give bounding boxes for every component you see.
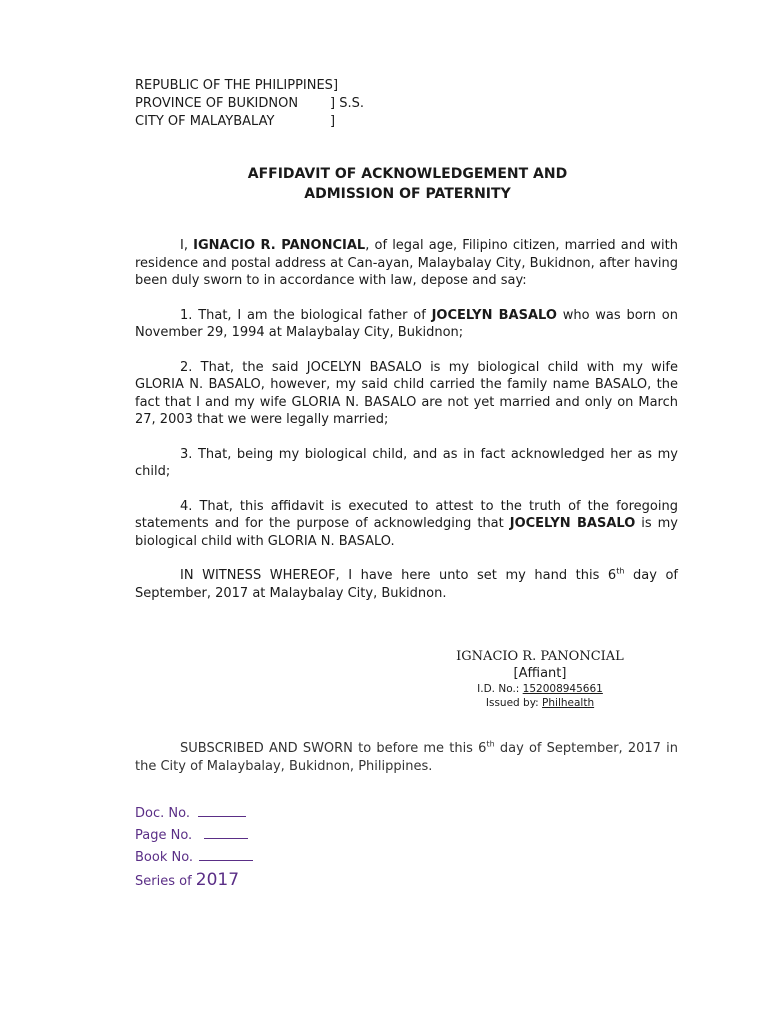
venue-line-republic: REPUBLIC OF THE PHILIPPINES] bbox=[135, 78, 339, 93]
doc-no-blank bbox=[198, 803, 246, 817]
affidavit-body bbox=[135, 237, 678, 619]
page-no-blank bbox=[204, 825, 248, 839]
child-name: JOCELYN BASALO bbox=[509, 516, 636, 531]
id-issuer: Issued by: Philhealth bbox=[485, 697, 595, 709]
doc-no-field: Doc. No. bbox=[135, 803, 253, 825]
paragraph-4: 4. That, this affidavit is executed to attest to the truth of the foregoing statements and for the purpose of acknowledging that JOCELYN BASALO is my biological child with GLORIA N. BASALO. bbox=[135, 498, 678, 549]
signatory-name: IGNACIO R. PANONCIAL bbox=[456, 649, 624, 664]
intro-paragraph: I, IGNACIO R. PANONCIAL, of legal age, Filipino citizen, married and with residence and postal address at Can-ayan, Malaybalay City, Bukidnon, after having been duly sworn to in accordance with law, depose and say: bbox=[135, 238, 678, 288]
series-field: Series of 2017 bbox=[135, 870, 240, 890]
paragraph-3: 3. That, being my biological child, and as in fact acknowledged her as my child; bbox=[135, 446, 678, 479]
series-year: 2017 bbox=[195, 870, 240, 890]
paragraph-2: 2. That, the said JOCELYN BASALO is my biological child with my wife GLORIA N. BASALO, however, my said child carried the family name BASALO, the fact that I and my wife GLORIA N. BASALO are not yet married and only on March 27, 2003 that we were legally married; bbox=[135, 359, 678, 427]
signature-block bbox=[440, 648, 640, 710]
book-no-field: Book No. bbox=[135, 847, 253, 869]
venue-header bbox=[135, 77, 364, 131]
child-name: JOCELYN BASALO bbox=[431, 307, 557, 323]
venue-line-city: CITY OF MALAYBALAY ] bbox=[135, 114, 336, 129]
paragraph-1: 1. That, I am the biological father of JOCELYN BASALO who was born on November 29, 1994 at Malaybalay City, Bukidnon; bbox=[135, 307, 678, 340]
jurat-paragraph: SUBSCRIBED AND SWORN to before me this 6th day of September, 2017 in the City of Malaybalay, Bukidnon, Philippines. bbox=[135, 739, 678, 774]
book-no-blank bbox=[199, 847, 253, 861]
page-no-field: Page No. bbox=[135, 825, 253, 847]
affiant-name: IGNACIO R. PANONCIAL bbox=[193, 238, 366, 253]
signatory-role: [Affiant] bbox=[513, 666, 567, 681]
id-number: I.D. No.: 152008945661 bbox=[477, 683, 603, 695]
venue-line-province: PROVINCE OF BUKIDNON ] S.S. bbox=[135, 96, 364, 111]
notarial-register bbox=[135, 803, 253, 893]
document-title: AFFIDAVIT OF ACKNOWLEDGEMENT AND ADMISSION OF PATERNITY bbox=[247, 166, 568, 202]
witness-paragraph: IN WITNESS WHEREOF, I have here unto set my hand this 6th day of September, 2017 at Malaybalay City, Bukidnon. bbox=[135, 566, 678, 601]
